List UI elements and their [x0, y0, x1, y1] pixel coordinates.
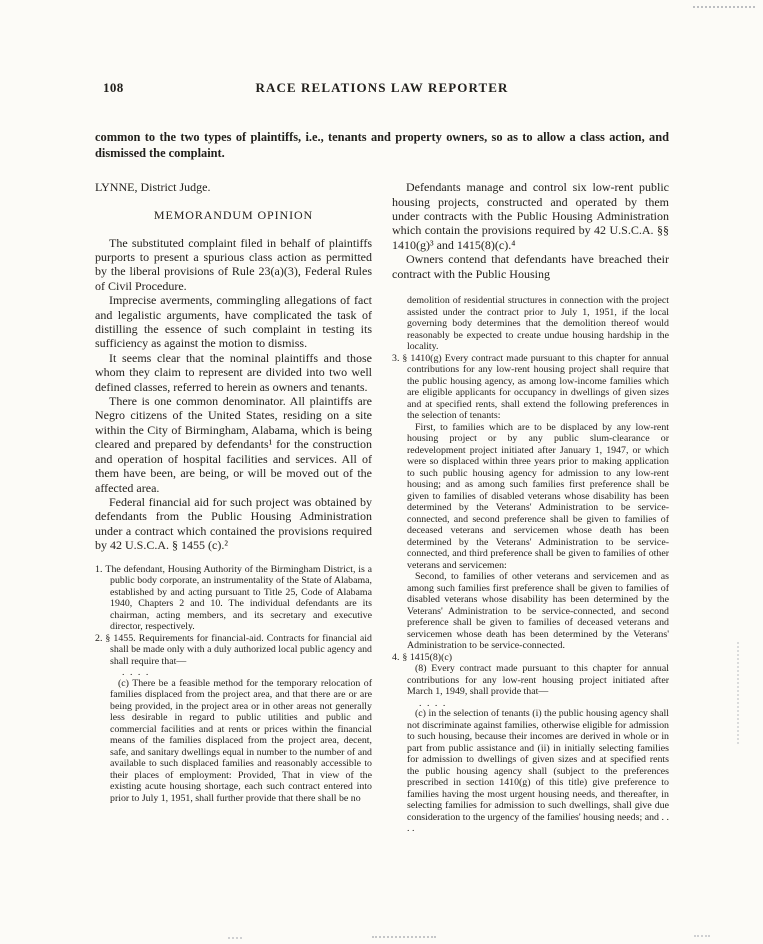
footnote-number: 3. [392, 352, 400, 364]
judge-line: LYNNE, District Judge. [95, 180, 211, 195]
footnote-paragraph: Second, to families of other veterans and servicemen and as among such families first preference shall be given to families of disabled veterans whose disability has been determined by the Veterans' Administration to be service-connected, and second preference shall be given to families of deceased veterans and servicemen whose death has been determined by the Veterans' Administration to be service-connected. [407, 571, 669, 652]
footnote-text: The defendant, Housing Authority of the Birmingham District, is a public body corporate, an instrumentality of the State of Alabama, established by and acting pursuant to Title 25, Code of Alabama 1940, Chapters 2 and 10. The individual defendants are its chairman, acting members, and its secretary and executive director, respectively. [105, 563, 372, 633]
footnote-paragraph [392, 352, 669, 422]
footnote-paragraph [392, 651, 669, 664]
footnote-number: 1. [95, 563, 103, 575]
footnote-number: 4. [392, 651, 400, 663]
left-footnotes [95, 564, 372, 805]
footnote-text: § 1455. Requirements for financial-aid. Contracts for financial aid shall be made only with a duly authorized local public agency and shall require that— [105, 632, 372, 667]
footnote-paragraph: First, to families which are to be displaced by any low-rent housing project or by any public slum-clearance or redevelopment project initiated after January 1, 1947, or which were so displaced within three years prior to making application to such public housing agency for admission to any low-rent housing; and as among such families first preference shall be given to families of disabled veterans whose disability has been determined by the Veterans' Administration to be service-connected, and second preference shall be given to families of deceased veterans and servicemen whose death has been determined by the Veterans' Administration to be service-connected, and third preference shall be given to families of other veterans and servicemen: [407, 421, 669, 571]
scan-artifact-right-edge [737, 642, 739, 744]
left-column [95, 180, 372, 834]
footnote-4 [392, 652, 669, 835]
footnote-2 [95, 633, 372, 805]
lead-paragraph: common to the two types of plaintiffs, i.e., tenants and property owners, so as to allow a class action, and dismissed the complaint. [95, 130, 669, 160]
scan-artifact-top-right [693, 6, 755, 8]
page-number: 108 [103, 80, 124, 95]
footnote-paragraph: (c) There be a feasible method for the temporary relocation of families displaced from the project area, and that there are or are being provided, in the project area or in other areas not generally less desirable in regard to public utilities and public and commercial facilities and at rents or prices within the financial means of the families displaced from the project area, decent, safe, and sanitary dwellings equal in number to the number of and available to such displaced families and reasonably accessible to their places of employment: Provided, That in view of the existing acute housing shortage, each such contract entered into prior to July 1, 1951, shall further provide that there shall be no [110, 677, 372, 804]
footnote-number: 2. [95, 632, 103, 644]
body-paragraph: Federal financial aid for such project was obtained by defendants from the Public Housing Administration under a contract which contained the provisions required by 42 U.S.C.A. § 1455 (c).² [95, 494, 372, 553]
document-page [95, 80, 669, 835]
body-paragraph: There is one common denominator. All plaintiffs are Negro citizens of the United States, residing on a site within the City of Birmingham, Alabama, which is being cleared and prepared by defendants¹ for the construction and operation of hospital facilities and services. All of them have been, are being, or will be moved out of the affected area. [95, 394, 372, 495]
footnote-1 [95, 564, 372, 633]
page-header [95, 80, 669, 98]
scan-artifact-bottom-center [372, 936, 436, 938]
footnote-paragraph [95, 632, 372, 668]
scan-artifact-bottom-left [228, 937, 242, 939]
footnote-paragraph [95, 563, 372, 633]
scan-artifact-bottom-right [694, 935, 710, 937]
opinion-heading: MEMORANDUM OPINION [153, 207, 314, 222]
body-paragraph: Defendants manage and control six low-rent public housing projects, constructed and operated by them under contracts with the Public Housing Administration which contain the provisions required by 42 U.S.C.A. §§ 1410(g)³ and 1415(8)(c).⁴ [392, 180, 669, 252]
right-footnotes [392, 295, 669, 835]
footnote-paragraph: (8) Every contract made pursuant to this chapter for annual contributions for any low-rent housing project initiated after March 1, 1949, shall provide that— [407, 663, 669, 698]
body-paragraph: The substituted complaint filed in behalf of plaintiffs purports to present a spurious class action as permitted by the liberal provisions of Rule 23(a)(3), Federal Rules of Civil Procedure. [95, 235, 372, 293]
footnote-text: § 1415(8)(c) [402, 651, 453, 663]
footnote-ellipsis: . . . . [122, 667, 150, 679]
two-column-body [95, 180, 669, 834]
page-title: RACE RELATIONS LAW REPORTER [255, 80, 509, 95]
right-column [392, 180, 669, 834]
body-paragraph: Owners contend that defendants have breached their contract with the Public Housing [392, 252, 669, 281]
footnote-text: § 1410(g) Every contract made pursuant to this chapter for annual contributions for any low-rent housing project shall require that the public housing agency, as among low-income families which are eligible applicants for occupancy in dwellings of given sizes and at specified rents, shall extend the following preferences in the selection of tenants: [402, 352, 669, 422]
footnote-ellipsis: . . . . [419, 697, 447, 709]
footnote-paragraph: (c) in the selection of tenants (i) the public housing agency shall not discriminate against families, otherwise eligible for admission to such housing, because their incomes are derived in whole or in part from public assistance and (ii) in initially selecting families for admission to dwellings of given sizes and at specified rents the public housing agency shall (subject to the preferences prescribed in section 1410(g) of this title) give preference to families having the most urgent housing needs, and thereafter, in selecting families for admission to such dwellings, shall give due consideration to the urgency of the families' housing needs; and . . . . [407, 708, 669, 835]
body-paragraph: Imprecise averments, commingling allegations of fact and legalistic arguments, have complicated the task of distilling the essence of such complaint in testing its sufficiency as against the motion to dismiss. [95, 293, 372, 351]
footnote-continuation: demolition of residential structures in connection with the project assisted under the contract prior to July 1, 1951, if the local governing body determines that the demolition thereof would reasonably be expected to create undue housing hardship in the locality. [407, 295, 669, 353]
body-paragraph: It seems clear that the nominal plaintiffs and those whom they claim to represent are divided into two well defined classes, referred to herein as owners and tenants. [95, 350, 372, 394]
footnote-3 [392, 353, 669, 652]
